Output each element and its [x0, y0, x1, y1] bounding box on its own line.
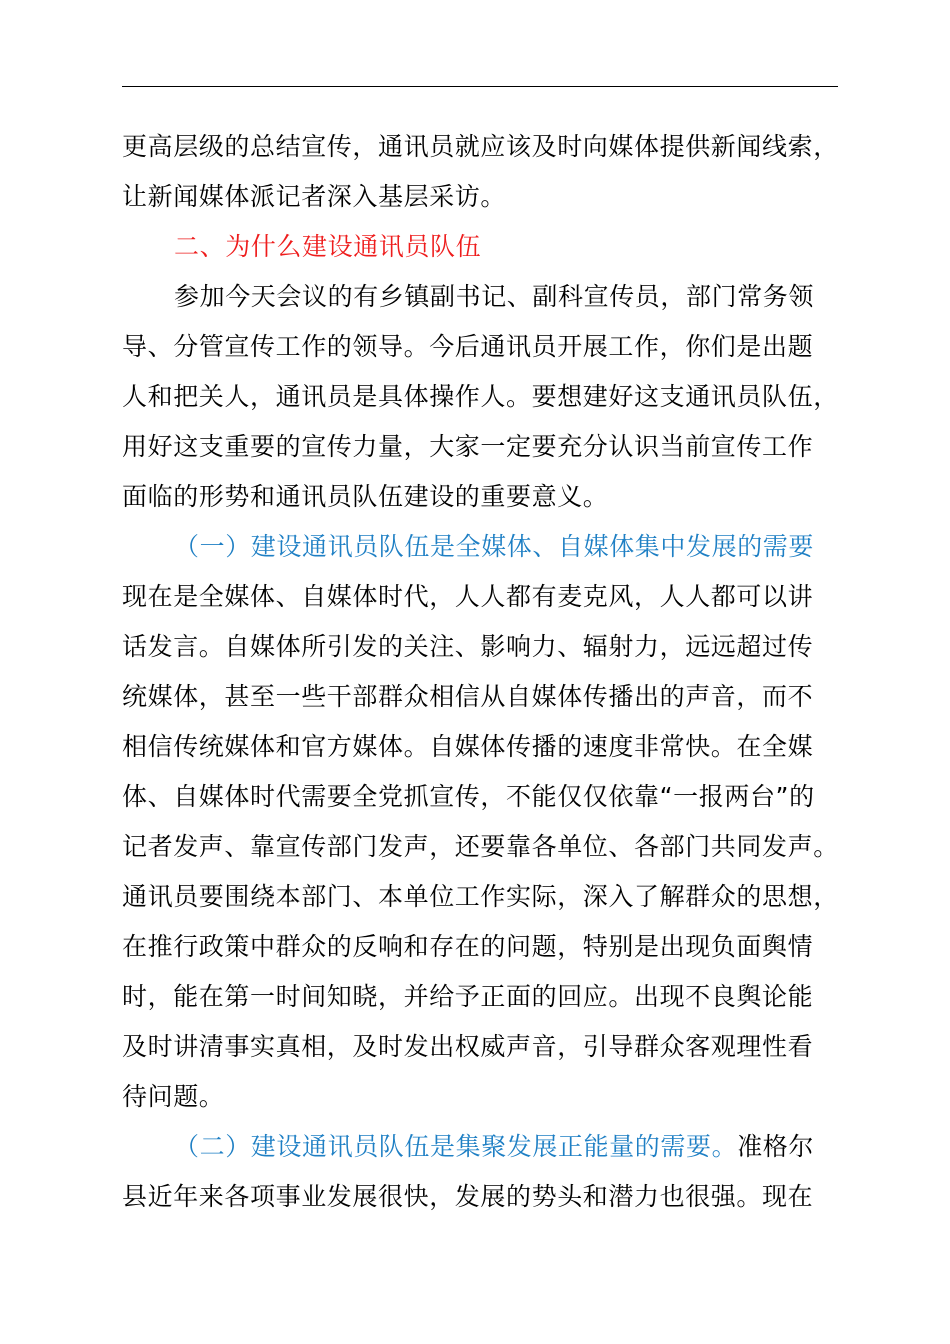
body-line: 记者发声、靠宣传部门发声，还要靠各单位、各部门共同发声。: [122, 832, 839, 861]
body-line: 导、分管宣传工作的领导。今后通讯员开展工作，你们是出题: [122, 332, 814, 361]
body-line: 通讯员要围绕本部门、本单位工作实际，深入了解群众的思想，: [122, 882, 839, 911]
subsection-heading-inline: （二）建设通讯员队伍是集聚发展正能量的需要。: [174, 1132, 738, 1161]
body-line: 相信传统媒体和官方媒体。自媒体传播的速度非常快。在全媒: [122, 732, 814, 761]
body-line: 及时讲清事实真相，及时发出权威声音，引导群众客观理性看: [122, 1032, 814, 1061]
body-line: 话发言。自媒体所引发的关注、影响力、辐射力，远远超过传: [122, 632, 814, 661]
body-line: 县近年来各项事业发展很快，发展的势头和潜力也很强。现在: [122, 1182, 814, 1211]
body-line: 参加今天会议的有乡镇副书记、副科宣传员，部门常务领: [174, 282, 815, 311]
body-line: 体、自媒体时代需要全党抓宣传，不能仅仅依靠“一报两台”的: [122, 782, 815, 811]
header-rule: [122, 86, 838, 87]
body-line: 现在是全媒体、自媒体时代，人人都有麦克风，人人都可以讲: [122, 582, 814, 611]
body-line: 在推行政策中群众的反响和存在的问题，特别是出现负面舆情: [122, 932, 814, 961]
body-line: 更高层级的总结宣传，通讯员就应该及时向媒体提供新闻线索，: [122, 132, 839, 161]
body-line: 让新闻媒体派记者深入基层采访。: [122, 182, 507, 211]
subsection-heading: （一）建设通讯员队伍是全媒体、自媒体集中发展的需要: [174, 532, 815, 561]
body-text-inline: 准格尔: [737, 1132, 815, 1161]
body-line: 面临的形势和通讯员队伍建设的重要意义。: [122, 482, 609, 511]
document-body: [122, 122, 842, 1222]
subsection-line: [122, 1122, 842, 1172]
body-line: 统媒体，甚至一些干部群众相信从自媒体传播出的声音，而不: [122, 682, 814, 711]
body-line: 时，能在第一时间知晓，并给予正面的回应。出现不良舆论能: [122, 982, 814, 1011]
section-heading: 二、为什么建设通讯员队伍: [174, 232, 482, 261]
body-line: 待问题。: [122, 1082, 225, 1111]
body-line: 人和把关人，通讯员是具体操作人。要想建好这支通讯员队伍，: [122, 382, 839, 411]
body-line: 用好这支重要的宣传力量，大家一定要充分认识当前宣传工作: [122, 432, 814, 461]
